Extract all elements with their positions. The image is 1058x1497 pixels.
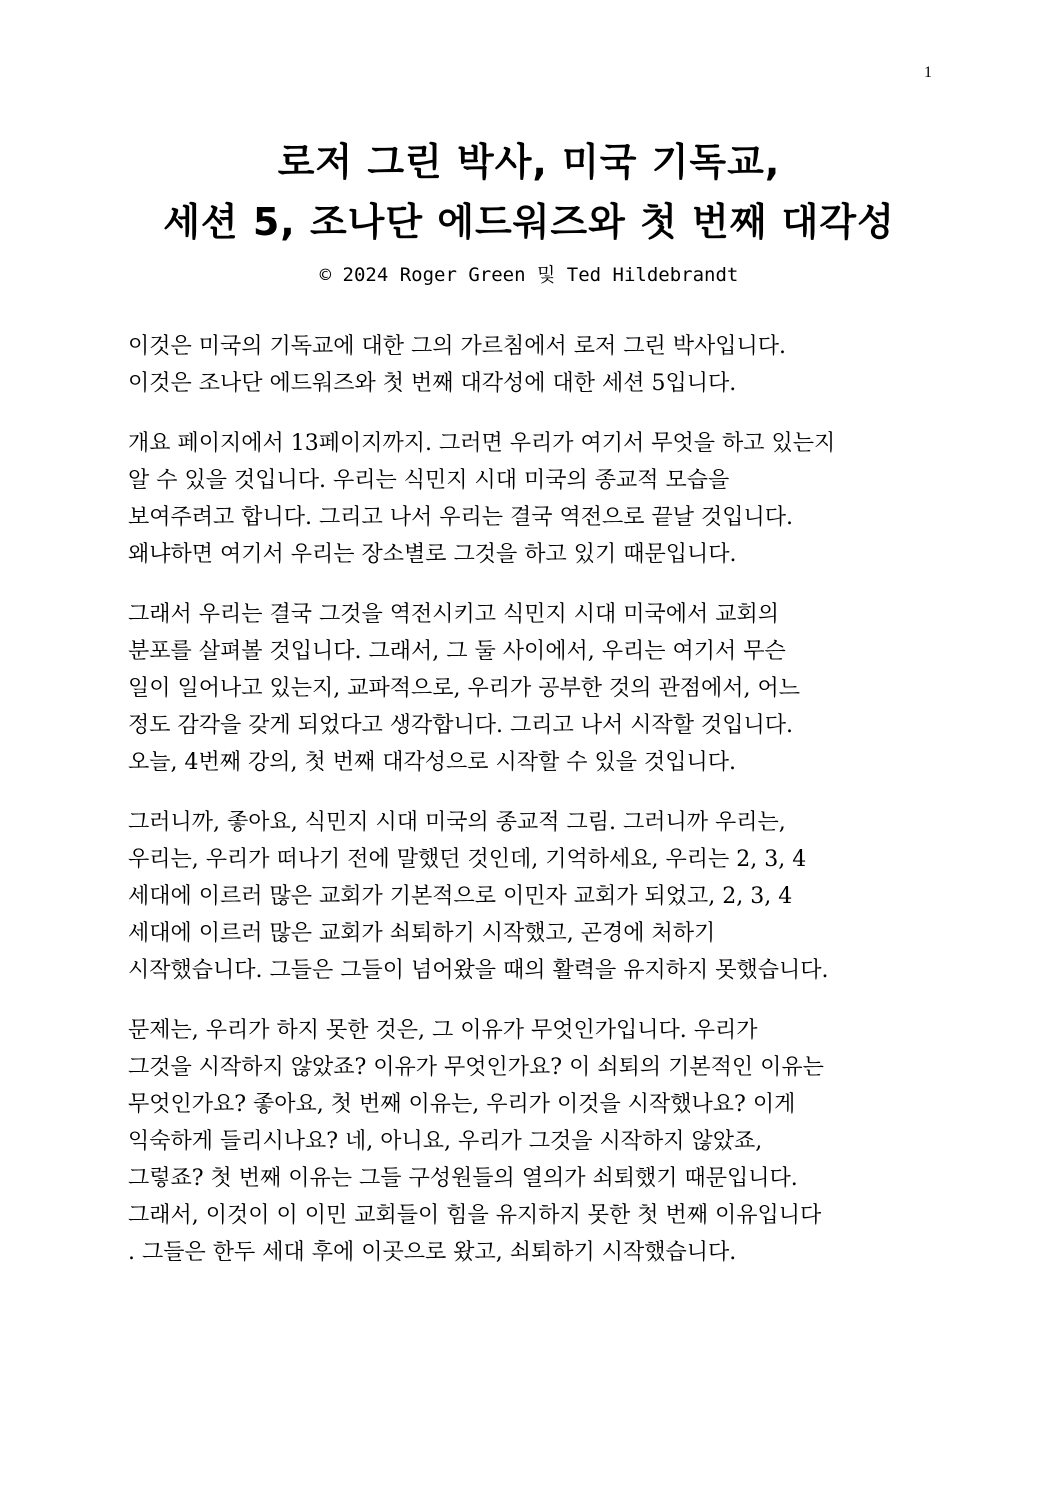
document-title-line-2: 세션 5, 조나단 에드워즈와 첫 번째 대각성 bbox=[163, 200, 895, 244]
text-line: 보여주려고 합니다. 그리고 나서 우리는 결국 역전으로 끝날 것입니다. bbox=[128, 505, 793, 530]
text-line: 그래서, 이것이 이 이민 교회들이 힘을 유지하지 못한 첫 번째 이유입니다 bbox=[128, 1203, 822, 1228]
page-number: 1 bbox=[924, 64, 932, 81]
text-line: 이것은 미국의 기독교에 대한 그의 가르침에서 로저 그린 박사입니다. bbox=[128, 334, 786, 359]
text-line: 문제는, 우리가 하지 못한 것은, 그 이유가 무엇인가입니다. 우리가 bbox=[128, 1018, 758, 1043]
text-line: 알 수 있을 것입니다. 우리는 식민지 시대 미국의 종교적 모습을 bbox=[128, 468, 730, 493]
text-line: 무엇인가요? 좋아요, 첫 번째 이유는, 우리가 이것을 시작했나요? 이게 bbox=[128, 1092, 796, 1117]
text-line: . 그들은 한두 세대 후에 이곳으로 왔고, 쇠퇴하기 시작했습니다. bbox=[128, 1240, 737, 1265]
text-line: 우리는, 우리가 떠나기 전에 말했던 것인데, 기억하세요, 우리는 2, 3, 4 bbox=[128, 847, 807, 872]
title-block bbox=[0, 132, 1058, 287]
text-line: 그러니까, 좋아요, 식민지 시대 미국의 종교적 그림. 그러니까 우리는, bbox=[128, 810, 786, 835]
text-line: 시작했습니다. 그들은 그들이 넘어왔을 때의 활력을 유지하지 못했습니다. bbox=[128, 958, 829, 983]
text-line: 정도 감각을 갖게 되었다고 생각합니다. 그리고 나서 시작할 것입니다. bbox=[128, 713, 793, 738]
copyright-notice: © 2024 Roger Green 및 Ted Hildebrandt bbox=[319, 264, 739, 286]
text-line: 일이 일어나고 있는지, 교파적으로, 우리가 공부한 것의 관점에서, 어느 bbox=[128, 676, 800, 701]
text-line: 이것은 조나단 에드워즈와 첫 번째 대각성에 대한 세션 5입니다. bbox=[128, 371, 737, 396]
text-line: 그것을 시작하지 않았죠? 이유가 무엇인가요? 이 쇠퇴의 기본적인 이유는 bbox=[128, 1055, 824, 1080]
text-line: 그래서 우리는 결국 그것을 역전시키고 식민지 시대 미국에서 교회의 bbox=[128, 602, 780, 627]
paragraph-2 bbox=[128, 425, 938, 573]
document-body bbox=[128, 328, 938, 1294]
paragraph-1 bbox=[128, 328, 938, 402]
text-line: 개요 페이지에서 13페이지까지. 그러면 우리가 여기서 무엇을 하고 있는지 bbox=[128, 431, 836, 456]
document-title-line-1: 로저 그린 박사, 미국 기독교, bbox=[277, 140, 781, 184]
text-line: 세대에 이르러 많은 교회가 기본적으로 이민자 교회가 되었고, 2, 3, 4 bbox=[128, 884, 793, 909]
paragraph-3 bbox=[128, 596, 938, 781]
paragraph-5 bbox=[128, 1012, 938, 1271]
text-line: 왜냐하면 여기서 우리는 장소별로 그것을 하고 있기 때문입니다. bbox=[128, 542, 737, 567]
text-line: 익숙하게 들리시나요? 네, 아니요, 우리가 그것을 시작하지 않았죠, bbox=[128, 1129, 763, 1154]
text-line: 분포를 살펴볼 것입니다. 그래서, 그 둘 사이에서, 우리는 여기서 무슨 bbox=[128, 639, 786, 664]
text-line: 세대에 이르러 많은 교회가 쇠퇴하기 시작했고, 곤경에 처하기 bbox=[128, 921, 716, 946]
text-line: 그렇죠? 첫 번째 이유는 그들 구성원들의 열의가 쇠퇴했기 때문입니다. bbox=[128, 1166, 798, 1191]
text-line: 오늘, 4번째 강의, 첫 번째 대각성으로 시작할 수 있을 것입니다. bbox=[128, 750, 736, 775]
paragraph-4 bbox=[128, 804, 938, 989]
